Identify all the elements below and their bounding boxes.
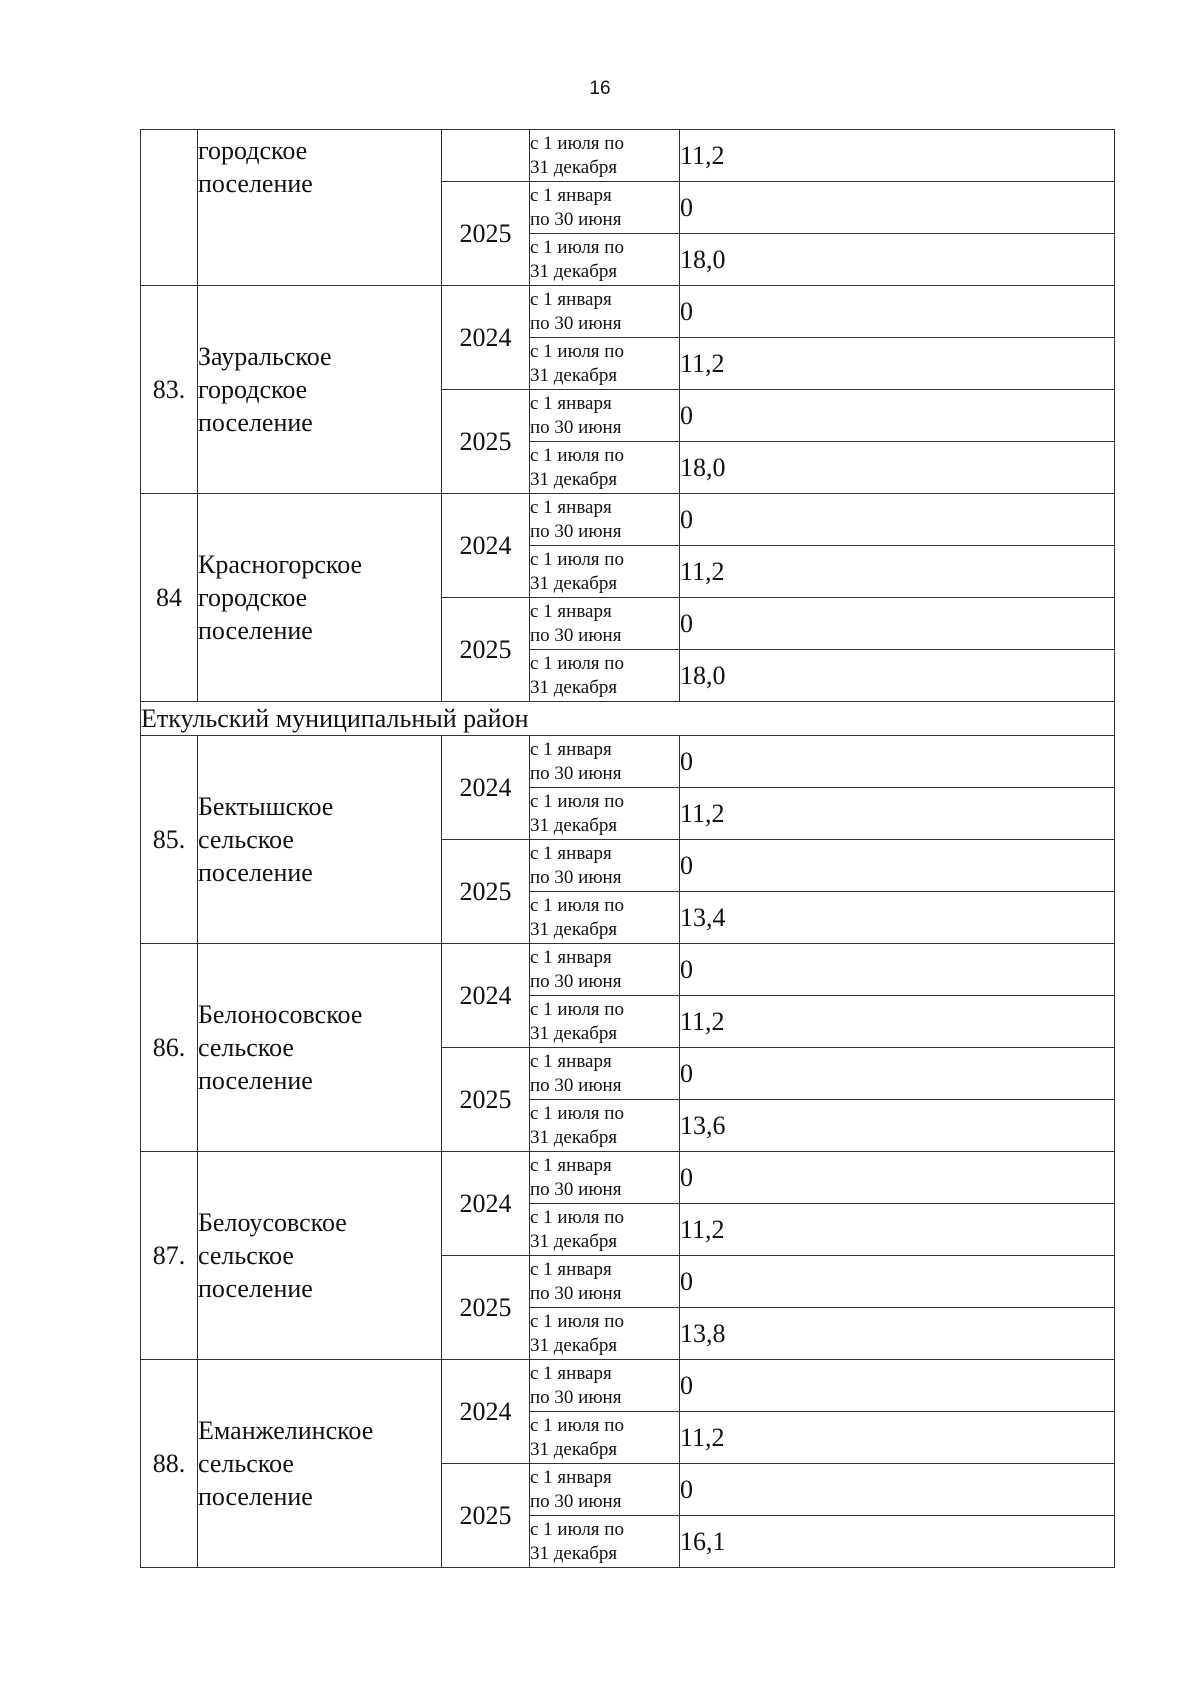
year-cell: 2025 [442, 840, 530, 944]
table-row [141, 1152, 1115, 1204]
period-cell: с 1 января по 30 июня [530, 1256, 680, 1308]
municipality-name: Белоносовское сельское поселение [198, 944, 442, 1152]
year-cell: 2025 [442, 1048, 530, 1152]
value-cell: 0 [680, 286, 1115, 338]
value-cell: 0 [680, 736, 1115, 788]
period-cell: с 1 января по 30 июня [530, 1464, 680, 1516]
table-row [141, 494, 1115, 546]
year-cell: 2025 [442, 1464, 530, 1568]
row-number: 86. [141, 944, 198, 1152]
value-cell: 0 [680, 494, 1115, 546]
value-cell: 0 [680, 182, 1115, 234]
period-cell: с 1 июля по 31 декабря [530, 130, 680, 182]
value-cell: 0 [680, 944, 1115, 996]
value-cell: 0 [680, 390, 1115, 442]
period-cell: с 1 июля по 31 декабря [530, 1412, 680, 1464]
year-cell: 2024 [442, 286, 530, 390]
tariff-table [140, 129, 1115, 1568]
table-row [141, 130, 1115, 182]
year-cell [442, 130, 530, 182]
district-row [141, 702, 1115, 736]
year-cell: 2025 [442, 390, 530, 494]
value-cell: 13,8 [680, 1308, 1115, 1360]
period-cell: с 1 января по 30 июня [530, 736, 680, 788]
value-cell: 11,2 [680, 996, 1115, 1048]
period-cell: с 1 июля по 31 декабря [530, 788, 680, 840]
year-cell: 2025 [442, 1256, 530, 1360]
period-cell: с 1 июля по 31 декабря [530, 1308, 680, 1360]
value-cell: 0 [680, 1360, 1115, 1412]
row-number: 85. [141, 736, 198, 944]
value-cell: 0 [680, 1256, 1115, 1308]
row-number: 88. [141, 1360, 198, 1568]
year-cell: 2024 [442, 1152, 530, 1256]
municipality-name: Белоусовское сельское поселение [198, 1152, 442, 1360]
period-cell: с 1 января по 30 июня [530, 598, 680, 650]
value-cell: 11,2 [680, 338, 1115, 390]
period-cell: с 1 января по 30 июня [530, 494, 680, 546]
value-cell: 0 [680, 1464, 1115, 1516]
value-cell: 11,2 [680, 1412, 1115, 1464]
value-cell: 11,2 [680, 130, 1115, 182]
period-cell: с 1 января по 30 июня [530, 390, 680, 442]
year-cell: 2024 [442, 736, 530, 840]
period-cell: с 1 июля по 31 декабря [530, 1516, 680, 1568]
value-cell: 13,6 [680, 1100, 1115, 1152]
period-cell: с 1 июля по 31 декабря [530, 996, 680, 1048]
row-number: 84 [141, 494, 198, 702]
period-cell: с 1 января по 30 июня [530, 1048, 680, 1100]
period-cell: с 1 января по 30 июня [530, 286, 680, 338]
value-cell: 18,0 [680, 442, 1115, 494]
value-cell: 18,0 [680, 234, 1115, 286]
period-cell: с 1 января по 30 июня [530, 944, 680, 996]
period-cell: с 1 июля по 31 декабря [530, 1100, 680, 1152]
period-cell: с 1 июля по 31 декабря [530, 892, 680, 944]
year-cell: 2024 [442, 944, 530, 1048]
value-cell: 11,2 [680, 788, 1115, 840]
value-cell: 0 [680, 1048, 1115, 1100]
value-cell: 11,2 [680, 1204, 1115, 1256]
period-cell: с 1 июля по 31 декабря [530, 650, 680, 702]
period-cell: с 1 января по 30 июня [530, 840, 680, 892]
row-number: 87. [141, 1152, 198, 1360]
period-cell: с 1 июля по 31 декабря [530, 442, 680, 494]
table-row [141, 286, 1115, 338]
year-cell: 2024 [442, 1360, 530, 1464]
municipality-name: Еманжелинское сельское поселение [198, 1360, 442, 1568]
period-cell: с 1 июля по 31 декабря [530, 546, 680, 598]
value-cell: 0 [680, 1152, 1115, 1204]
period-cell: с 1 июля по 31 декабря [530, 234, 680, 286]
year-cell: 2025 [442, 598, 530, 702]
value-cell: 16,1 [680, 1516, 1115, 1568]
year-cell: 2024 [442, 494, 530, 598]
value-cell: 0 [680, 598, 1115, 650]
period-cell: с 1 января по 30 июня [530, 1360, 680, 1412]
page-number: 16 [589, 78, 611, 99]
municipality-name: Зауральское городское поселение [198, 286, 442, 494]
municipality-name: Бектышское сельское поселение [198, 736, 442, 944]
table-row [141, 1360, 1115, 1412]
value-cell: 11,2 [680, 546, 1115, 598]
value-cell: 18,0 [680, 650, 1115, 702]
period-cell: с 1 июля по 31 декабря [530, 1204, 680, 1256]
period-cell: с 1 января по 30 июня [530, 182, 680, 234]
period-cell: с 1 июля по 31 декабря [530, 338, 680, 390]
year-cell: 2025 [442, 182, 530, 286]
value-cell: 13,4 [680, 892, 1115, 944]
table-row [141, 736, 1115, 788]
period-cell: с 1 января по 30 июня [530, 1152, 680, 1204]
municipality-name: Красногорское городское поселение [198, 494, 442, 702]
row-number [141, 130, 198, 286]
municipality-name: городское поселение [198, 130, 442, 286]
row-number: 83. [141, 286, 198, 494]
value-cell: 0 [680, 840, 1115, 892]
district-heading: Еткульский муниципальный район [141, 702, 1115, 736]
table-row [141, 944, 1115, 996]
